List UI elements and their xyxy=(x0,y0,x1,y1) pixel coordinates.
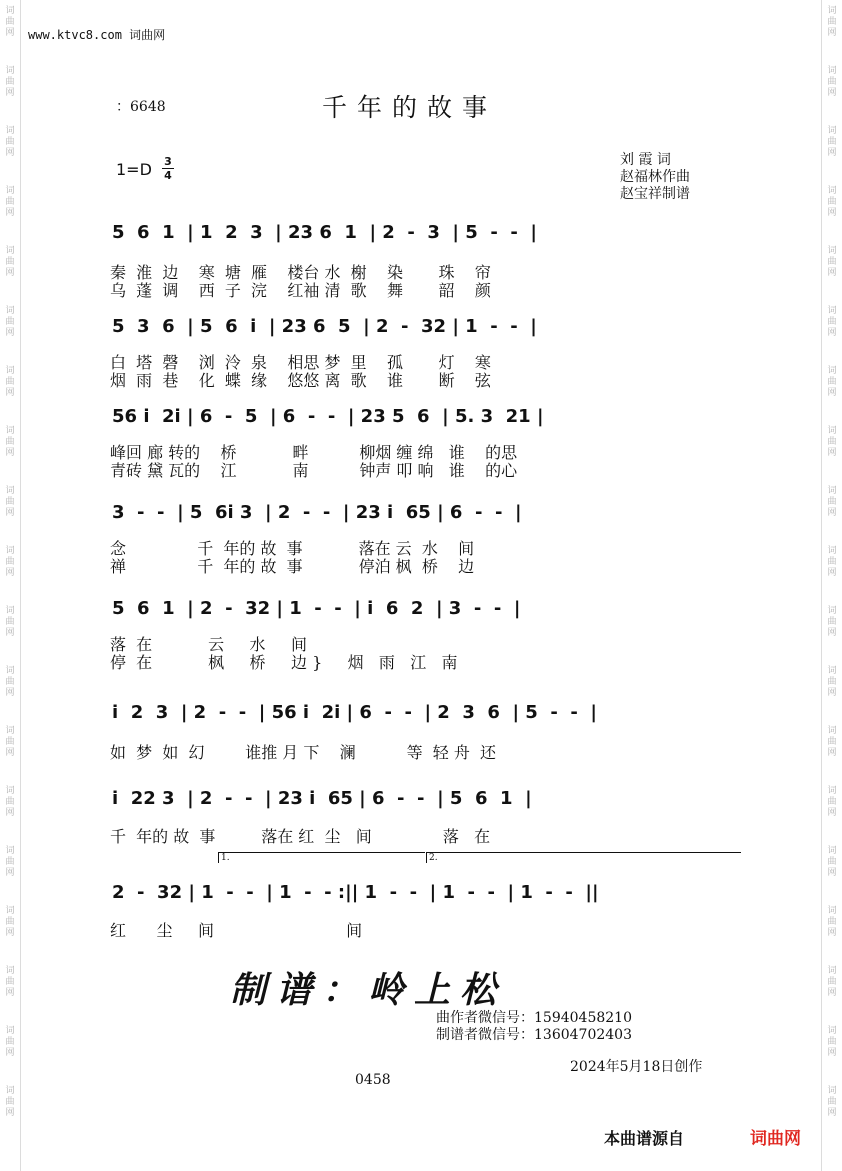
watermark-text: 词曲网 xyxy=(5,906,15,938)
watermark-text: 词曲网 xyxy=(827,846,837,878)
watermark-text: 词曲网 xyxy=(827,1086,837,1118)
key-signature: 1=D xyxy=(116,160,152,179)
notation-line: 5 6 1 | 1 2 3 | 23 6 1 | 2 - 3 | 5 - - | xyxy=(112,222,537,243)
source-label: 本曲谱源自 xyxy=(604,1129,685,1148)
transcriber-credit: 赵宝祥制谱 xyxy=(620,186,690,202)
watermark-text: 词曲网 xyxy=(5,6,15,38)
lyrics-verse-2: 乌 蓬 调 西 子 浣 红袖 清 歌 舞 韶 颜 xyxy=(110,281,491,300)
lyrics-line: 红 尘 间 间 xyxy=(110,921,363,940)
watermark-text: 词曲网 xyxy=(827,306,837,338)
watermark-text: 词曲网 xyxy=(5,126,15,158)
time-signature xyxy=(162,156,174,181)
watermark-text: 词曲网 xyxy=(5,606,15,638)
watermark-text: 词曲网 xyxy=(5,186,15,218)
transcriber-signature: 制谱：岭上松 xyxy=(230,969,507,1011)
watermark-text: 词曲网 xyxy=(827,966,837,998)
watermark-text: 词曲网 xyxy=(5,1086,15,1118)
watermark-text: 词曲网 xyxy=(5,666,15,698)
watermark-text: 词曲网 xyxy=(827,486,837,518)
notation-line: 2 - 32 | 1 - - | 1 - - :|| 1 - - | 1 - - | 1 - - || xyxy=(112,882,599,903)
time-signature-top: 3 xyxy=(164,155,172,168)
watermark-text: 词曲网 xyxy=(5,66,15,98)
volta-second-ending: 2. xyxy=(426,852,741,863)
transcriber-wechat: 制谱者微信号：13604702403 xyxy=(436,1027,632,1043)
credits xyxy=(620,152,690,203)
page-title: 千年的故事 xyxy=(322,93,498,122)
watermark-text: 词曲网 xyxy=(827,1026,837,1058)
notation-line: 56 i 2i | 6 - 5 | 6 - - | 23 5 6 | 5. 3 21 | xyxy=(112,406,544,427)
site-url[interactable]: www.ktvc8.com 词曲网 xyxy=(28,28,166,42)
lyrics-verse-1: 秦 淮 边 寒 塘 雁 楼台 水 榭 染 珠 帘 xyxy=(110,263,491,282)
watermark-text: 词曲网 xyxy=(827,726,837,758)
composer-credit: 赵福林作曲 xyxy=(620,169,690,185)
watermark-text: 词曲网 xyxy=(827,426,837,458)
notation-line: 3 - - | 5 6i 3 | 2 - - | 23 i 65 | 6 - - | xyxy=(112,502,522,523)
left-watermark-strip xyxy=(0,0,21,1171)
lyrics-verse-1: 落 在 云 水 间 xyxy=(110,635,307,654)
watermark-text: 词曲网 xyxy=(5,246,15,278)
lyrics-verse-2: 停 在 枫 桥 边 } 烟 雨 江 南 xyxy=(110,653,458,672)
lyrics-line: 千 年的 故 事 落在 红 尘 间 落 在 xyxy=(110,827,491,846)
volta-first-ending: 1. xyxy=(218,852,425,863)
watermark-text: 词曲网 xyxy=(5,966,15,998)
lyrics-verse-1: 白 塔 磬 浏 泠 泉 相思 梦 里 孤 灯 寒 xyxy=(110,353,491,372)
watermark-text: 词曲网 xyxy=(827,186,837,218)
notation-line: 5 3 6 | 5 6 i | 23 6 5 | 2 - 32 | 1 - - | xyxy=(112,316,537,337)
score-code-top: ：6648 xyxy=(116,99,166,115)
watermark-text: 词曲网 xyxy=(5,546,15,578)
lyrics-verse-1: 念 千 年的 故 事 落在 云 水 间 xyxy=(110,539,475,558)
watermark-text: 词曲网 xyxy=(827,546,837,578)
watermark-text: 词曲网 xyxy=(827,66,837,98)
watermark-text: 词曲网 xyxy=(827,666,837,698)
lyricist-credit: 刘 霞 词 xyxy=(620,152,671,168)
notation-line: i 2 3 | 2 - - | 56 i 2i | 6 - - | 2 3 6 | 5 - - | xyxy=(112,702,597,723)
watermark-text: 词曲网 xyxy=(5,306,15,338)
watermark-text: 词曲网 xyxy=(827,246,837,278)
watermark-text: 词曲网 xyxy=(827,126,837,158)
lyrics-verse-2: 青砖 黛 瓦的 江 南 钟声 叩 响 谁 的心 xyxy=(110,461,518,480)
lyrics-verse-2: 烟 雨 巷 化 蝶 缘 悠悠 离 歌 谁 断 弦 xyxy=(110,371,491,390)
watermark-text: 词曲网 xyxy=(827,786,837,818)
watermark-text: 词曲网 xyxy=(5,726,15,758)
time-signature-bottom: 4 xyxy=(164,169,172,182)
watermark-text: 词曲网 xyxy=(827,366,837,398)
watermark-text: 词曲网 xyxy=(5,366,15,398)
watermark-text: 词曲网 xyxy=(5,786,15,818)
watermark-text: 词曲网 xyxy=(5,426,15,458)
lyrics-verse-2: 禅 千 年的 故 事 停泊 枫 桥 边 xyxy=(110,557,475,576)
watermark-text: 词曲网 xyxy=(827,6,837,38)
notation-line: 5 6 1 | 2 - 32 | 1 - - | i 6 2 | 3 - - | xyxy=(112,598,521,619)
watermark-text: 词曲网 xyxy=(5,1026,15,1058)
right-watermark-strip xyxy=(821,0,842,1171)
score-code-bottom: 0458 xyxy=(355,1072,391,1088)
notation-line: i 22 3 | 2 - - | 23 i 65 | 6 - - | 5 6 1 | xyxy=(112,788,532,809)
watermark-text: 词曲网 xyxy=(5,846,15,878)
composer-wechat: 曲作者微信号：15940458210 xyxy=(436,1010,632,1026)
lyrics-verse-1: 峰回 廊 转的 桥 畔 柳烟 缠 绵 谁 的思 xyxy=(110,443,518,462)
watermark-text: 词曲网 xyxy=(827,906,837,938)
source-brand-link[interactable]: 词曲网 xyxy=(750,1129,801,1149)
contact-info xyxy=(436,1010,632,1044)
watermark-text: 词曲网 xyxy=(5,486,15,518)
creation-date: 2024年5月18日创作 xyxy=(570,1059,703,1075)
watermark-text: 词曲网 xyxy=(827,606,837,638)
lyrics-line: 如 梦 如 幻 谁推 月 下 澜 等 轻 舟 还 xyxy=(110,743,497,762)
